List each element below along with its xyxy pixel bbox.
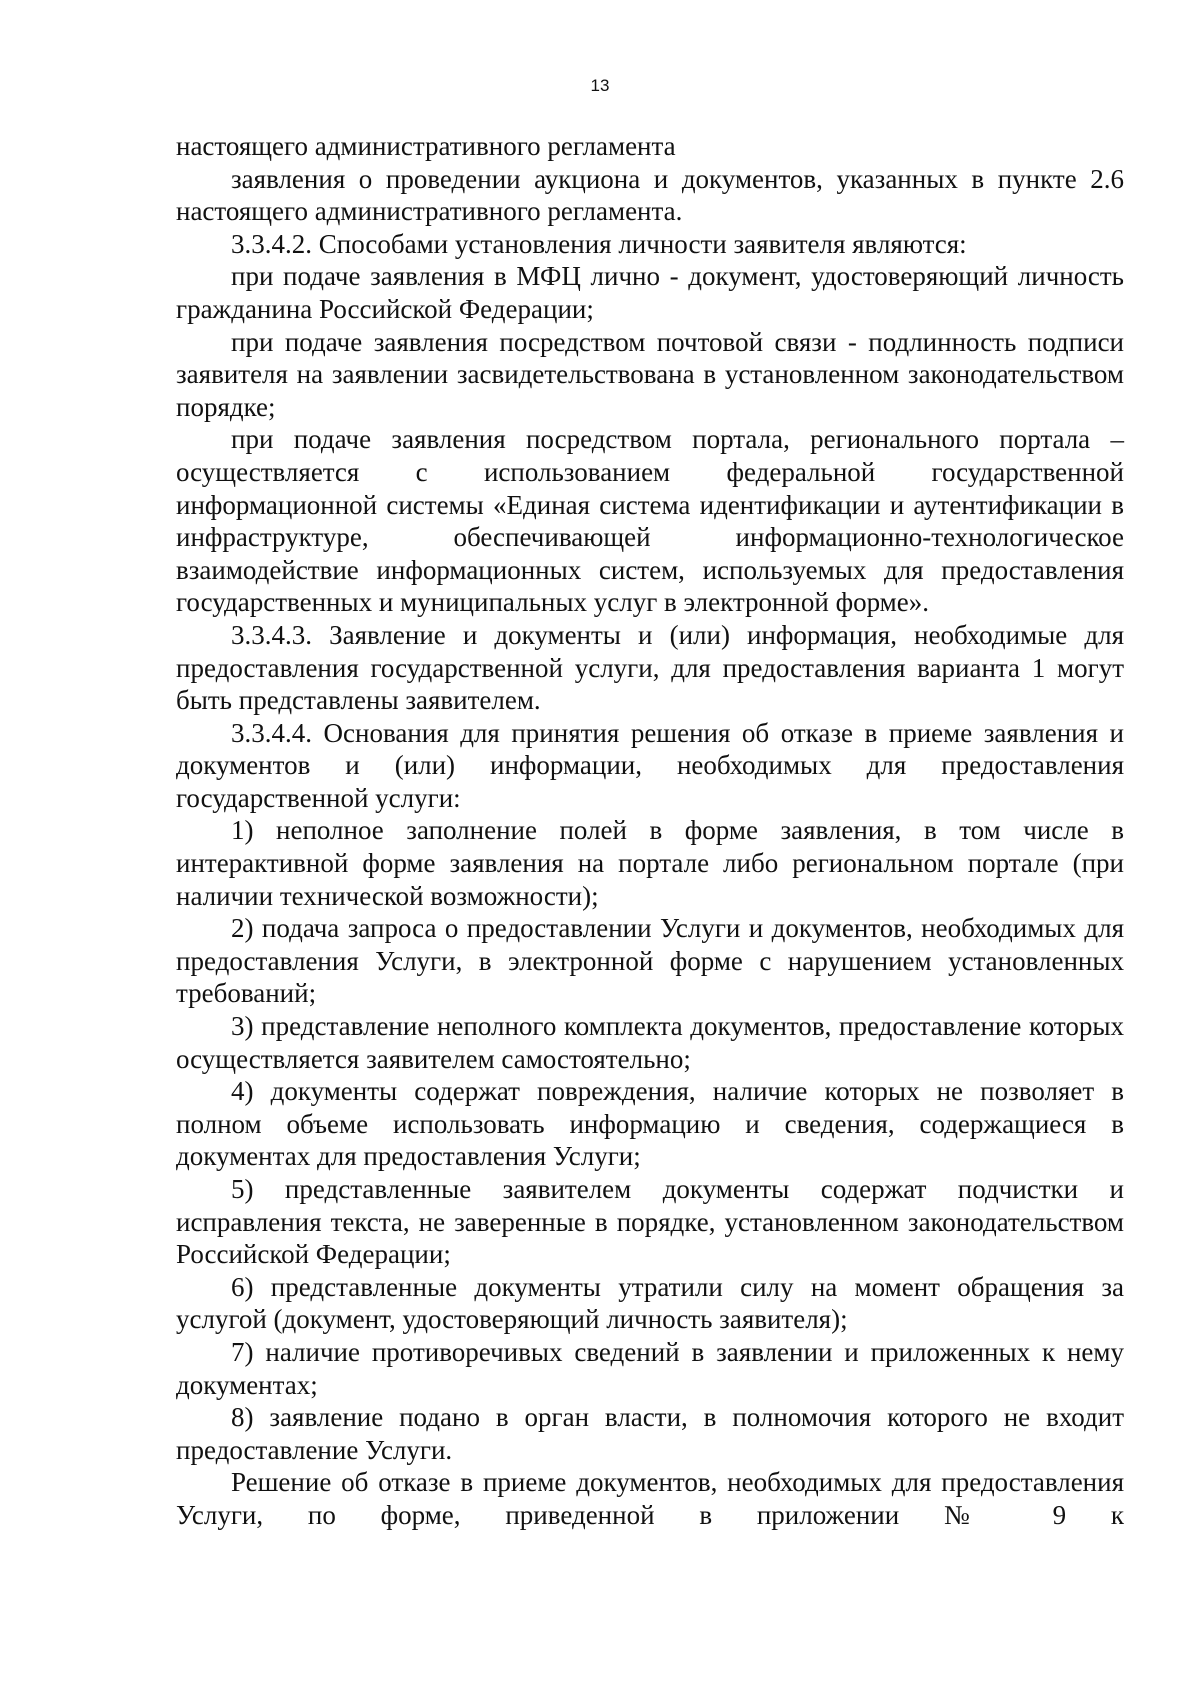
list-item: 5) представленные заявителем документы содержат подчистки и исправления текста, не заверенные в порядке, установленном законодательством Российской Федерации; <box>176 1174 1124 1270</box>
paragraph-clause-3-3-4-2: 3.3.4.2. Способами установления личности заявителя являются: <box>231 228 967 259</box>
paragraph: заявления о проведении аукциона и документов, указанных в пункте 2.6 настоящего административного регламента. <box>176 163 1124 227</box>
list-item: 8) заявление подано в орган власти, в полномочия которого не входит предоставление Услуги. <box>176 1402 1124 1465</box>
paragraph-clause-3-3-4-4: 3.3.4.4. Основания для принятия решения об отказе в приеме заявления и документов и (или) информации, необходимых для предоставления государственной услуги: <box>176 717 1124 813</box>
list-item: 1) неполное заполнение полей в форме заявления, в том числе в интерактивной форме заявления на портале либо региональном портале (при наличии технической возможности); <box>176 815 1124 911</box>
list-item: 6) представленные документы утратили силу на момент обращения за услугой (документ, удостоверяющий личность заявителя); <box>176 1271 1124 1335</box>
page-number: 13 <box>590 76 610 95</box>
list-item: 4) документы содержат повреждения, наличие которых не позволяет в полном объеме использовать информацию и сведения, содержащиеся в документах для предоставления Услуги; <box>176 1076 1124 1172</box>
list-item: 3) представление неполного комплекта документов, предоставление которых осуществляется заявителем самостоятельно; <box>176 1011 1124 1074</box>
list-item: 2) подача запроса о предоставлении Услуги и документов, необходимых для предоставления Услуги, в электронной форме с нарушением установленных требований; <box>176 913 1124 1009</box>
paragraph-clause-3-3-4-3: 3.3.4.3. Заявление и документы и (или) информация, необходимые для предоставления государственной услуги, для предоставления варианта 1 могут быть представлены заявителем. <box>176 619 1124 716</box>
paragraph-continuation: настоящего административного регламента <box>176 131 676 161</box>
paragraph: при подаче заявления в МФЦ лично - документ, удостоверяющий личность гражданина Российской Федерации; <box>176 261 1124 324</box>
document-body <box>176 130 1124 1532</box>
paragraph-continued-next-page: Решение об отказе в приеме документов, необходимых для предоставления Услуги, по форме, приведенной в приложении № 9 к <box>176 1467 1124 1530</box>
paragraph: при подаче заявления посредством почтовой связи - подлинность подписи заявителя на заявлении засвидетельствована в установленном законодательством порядке; <box>176 326 1124 422</box>
list-item: 7) наличие противоречивых сведений в заявлении и приложенных к нему документах; <box>176 1336 1124 1400</box>
paragraph: при подаче заявления посредством портала, регионального портала – осуществляется с использованием федеральной государственной информационной системы «Единая система идентификации и аутентификации в инфраструктуре, обеспечивающей информационно-технологическое взаимодействие информационных систем, используемых для предоставления государственных и муниципальных услуг в электронной форме». <box>176 424 1124 618</box>
